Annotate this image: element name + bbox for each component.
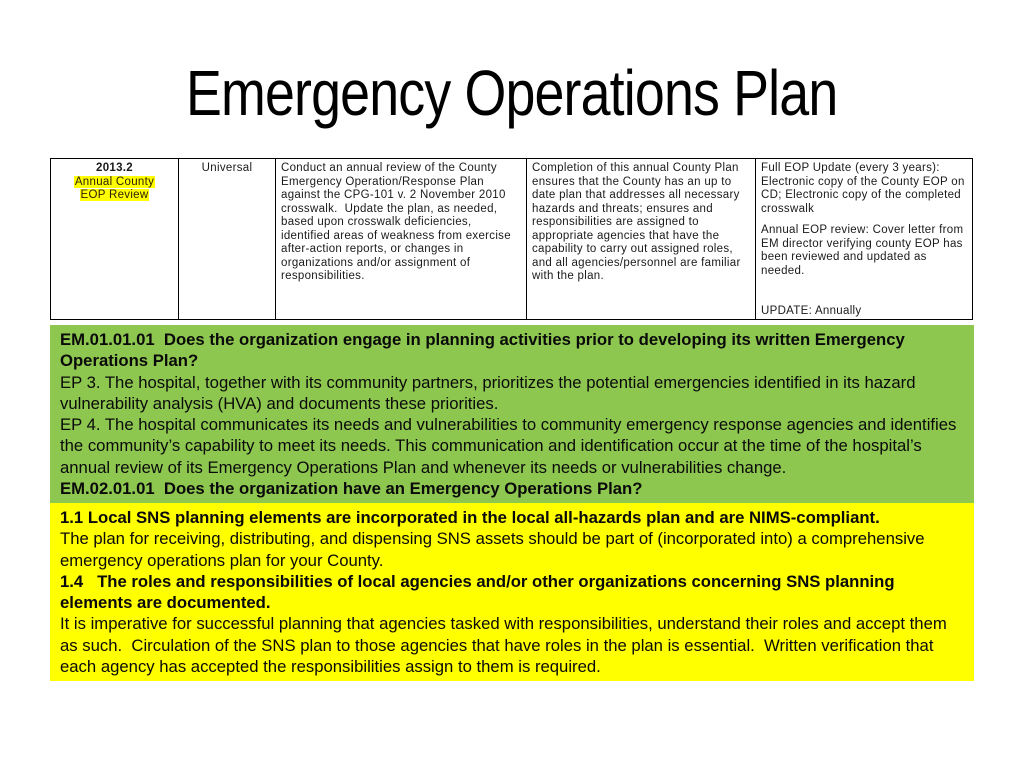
- text-run: UPDATE: Annually: [761, 305, 862, 317]
- text-line: [761, 162, 967, 216]
- text-line: [56, 162, 173, 176]
- text-run: 2013.2: [96, 162, 133, 174]
- text-line: [532, 162, 750, 284]
- text-run: Annual EOP review: Cover letter from EM director verifying county EOP has been reviewed and updated as needed.: [761, 224, 967, 277]
- text-line: [60, 414, 964, 478]
- text-line: [56, 189, 173, 203]
- highlighted-text: EOP Review: [80, 189, 149, 201]
- joint-commission-standards-block: [50, 325, 974, 503]
- text-line: [60, 528, 964, 571]
- text-line: [56, 176, 173, 190]
- text-line: [281, 162, 521, 284]
- text-run: The plan for receiving, distributing, and dispensing SNS assets should be part of (incorporated into) a comprehensive emergency operations plan for your County.: [60, 529, 930, 570]
- slide-title-text: Emergency Operations Plan: [186, 57, 838, 129]
- text-run: Completion of this annual County Plan ensures that the County has an up to date plan that addresses all necessary hazards and threats; ensures and responsibilities are assigned to appropriate agencies that have the capability to carry out assigned roles, and all agencies/personnel are familiar with the plan.: [532, 162, 745, 282]
- text-line: [60, 329, 964, 372]
- text-run: Universal: [201, 162, 253, 174]
- text-line: [60, 507, 964, 528]
- text-line: [761, 305, 967, 319]
- text-run: EP 4. The hospital communicates its needs and vulnerabilities to community emergency response agencies and identifies the community’s capability to meet its needs. This communication and identification occur at the time of the hospital’s annual review of its Emergency Operations Plan and whenever its needs or vulnerabilities change.: [60, 415, 962, 477]
- text-run: EM.01.01.01 Does the organization engage in planning activities prior to developing its written Emergency Operations Plan?: [60, 330, 910, 371]
- text-run: 1.1 Local SNS planning elements are incorporated in the local all-hazards plan and are NIMS-compliant.: [60, 508, 880, 527]
- text-line: [60, 372, 964, 415]
- text-run: 1.4 The roles and responsibilities of local agencies and/or other organizations concerning SNS planning elements are documented.: [60, 571, 900, 613]
- highlighted-text: Annual County: [74, 175, 155, 188]
- text-run: Full EOP Update (every 3 years): Electronic copy of the County EOP on CD; Electronic copy of the completed crosswalk: [761, 162, 969, 215]
- text-line: [60, 613, 964, 677]
- text-run: It is imperative for successful planning that agencies tasked with responsibilities, understand their roles and accept them as such. Circulation of the SNS plan to those agencies that have roles in the plan is essential. Written verification that each agency has accepted the responsibilities assign to them is required.: [60, 614, 952, 677]
- table-cell-outcome-description: [527, 159, 756, 319]
- table-cell-item-id: [51, 159, 179, 319]
- text-line: [60, 478, 964, 499]
- eop-crosswalk-table: [50, 158, 973, 320]
- text-run: EP 3. The hospital, together with its community partners, prioritizes the potential emergencies identified in its hazard vulnerability analysis (HVA) and documents these priorities.: [60, 372, 921, 413]
- text-line: [761, 224, 967, 278]
- text-run: Conduct an annual review of the County Emergency Operation/Response Plan against the CPG-101 v. 2 November 2010 crosswalk. Update the plan, as needed, based upon crosswalk deficiencies, identified areas of weakness from exercise after-action reports, or changes in organizations and/or assignment of responsibilities.: [281, 162, 515, 282]
- slide-title: [0, 56, 1024, 130]
- sns-planning-elements-block: [50, 503, 974, 681]
- table-cell-documentation: [756, 159, 972, 319]
- text-line: [184, 162, 270, 176]
- text-run: EM.02.01.01 Does the organization have an Emergency Operations Plan?: [60, 479, 643, 499]
- table-cell-scope: [179, 159, 276, 319]
- table-cell-activity-description: [276, 159, 527, 319]
- text-line: [60, 571, 964, 614]
